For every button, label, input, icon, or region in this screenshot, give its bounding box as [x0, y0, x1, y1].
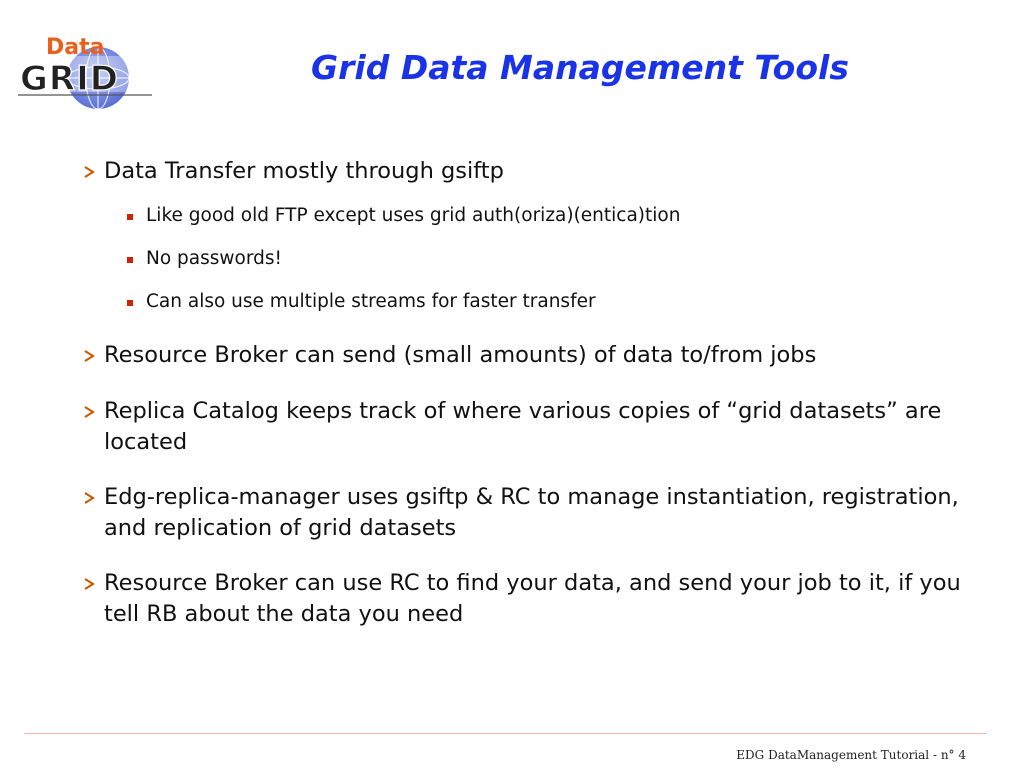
- sub-bullet-text: No passwords!: [146, 248, 282, 269]
- arrow-bullet-icon: [84, 350, 95, 362]
- bullet-text: Replica Catalog keeps track of where various copies of “grid datasets” are located: [104, 398, 942, 455]
- slide-content: [80, 156, 980, 630]
- slide-title: Grid Data Management Tools: [311, 48, 849, 87]
- bullet-text: Resource Broker can send (small amounts) of data to/from jobs: [104, 342, 817, 368]
- bullet-text: Edg-replica-manager uses gsiftp & RC to manage instantiation, registration, and replication of grid datasets: [104, 484, 959, 541]
- arrow-bullet-icon: [84, 578, 95, 590]
- bullet-item: [80, 396, 980, 458]
- footer-divider: [24, 733, 986, 734]
- bullet-text: Data Transfer mostly through gsiftp: [104, 158, 504, 184]
- bullet-item: [80, 568, 980, 630]
- square-bullet-icon: [127, 214, 133, 220]
- sub-bullet-item: [80, 245, 980, 272]
- logo-data-text: Data: [46, 35, 105, 60]
- arrow-bullet-icon: [84, 492, 95, 504]
- bullet-item: [80, 482, 980, 544]
- sub-bullet-text: Like good old FTP except uses grid auth(oriza)(entica)tion: [146, 205, 681, 226]
- bullet-item: [80, 156, 980, 187]
- logo-grid-text: GRID: [20, 59, 119, 99]
- sub-bullet-item: [80, 202, 980, 229]
- arrow-bullet-icon: [84, 166, 95, 178]
- square-bullet-icon: [127, 257, 133, 263]
- arrow-bullet-icon: [84, 406, 95, 418]
- bullet-item: [80, 340, 980, 371]
- sub-bullet-item: [80, 288, 980, 315]
- globe-icon: [16, 32, 156, 112]
- bullet-text: Resource Broker can use RC to find your data, and send your job to it, if you tell RB about the data you need: [104, 570, 961, 627]
- footer-caption: EDG DataManagement Tutorial - n° 4: [736, 748, 966, 762]
- datagrid-logo: [16, 32, 156, 112]
- square-bullet-icon: [127, 300, 133, 306]
- sub-bullet-text: Can also use multiple streams for faster transfer: [146, 291, 596, 312]
